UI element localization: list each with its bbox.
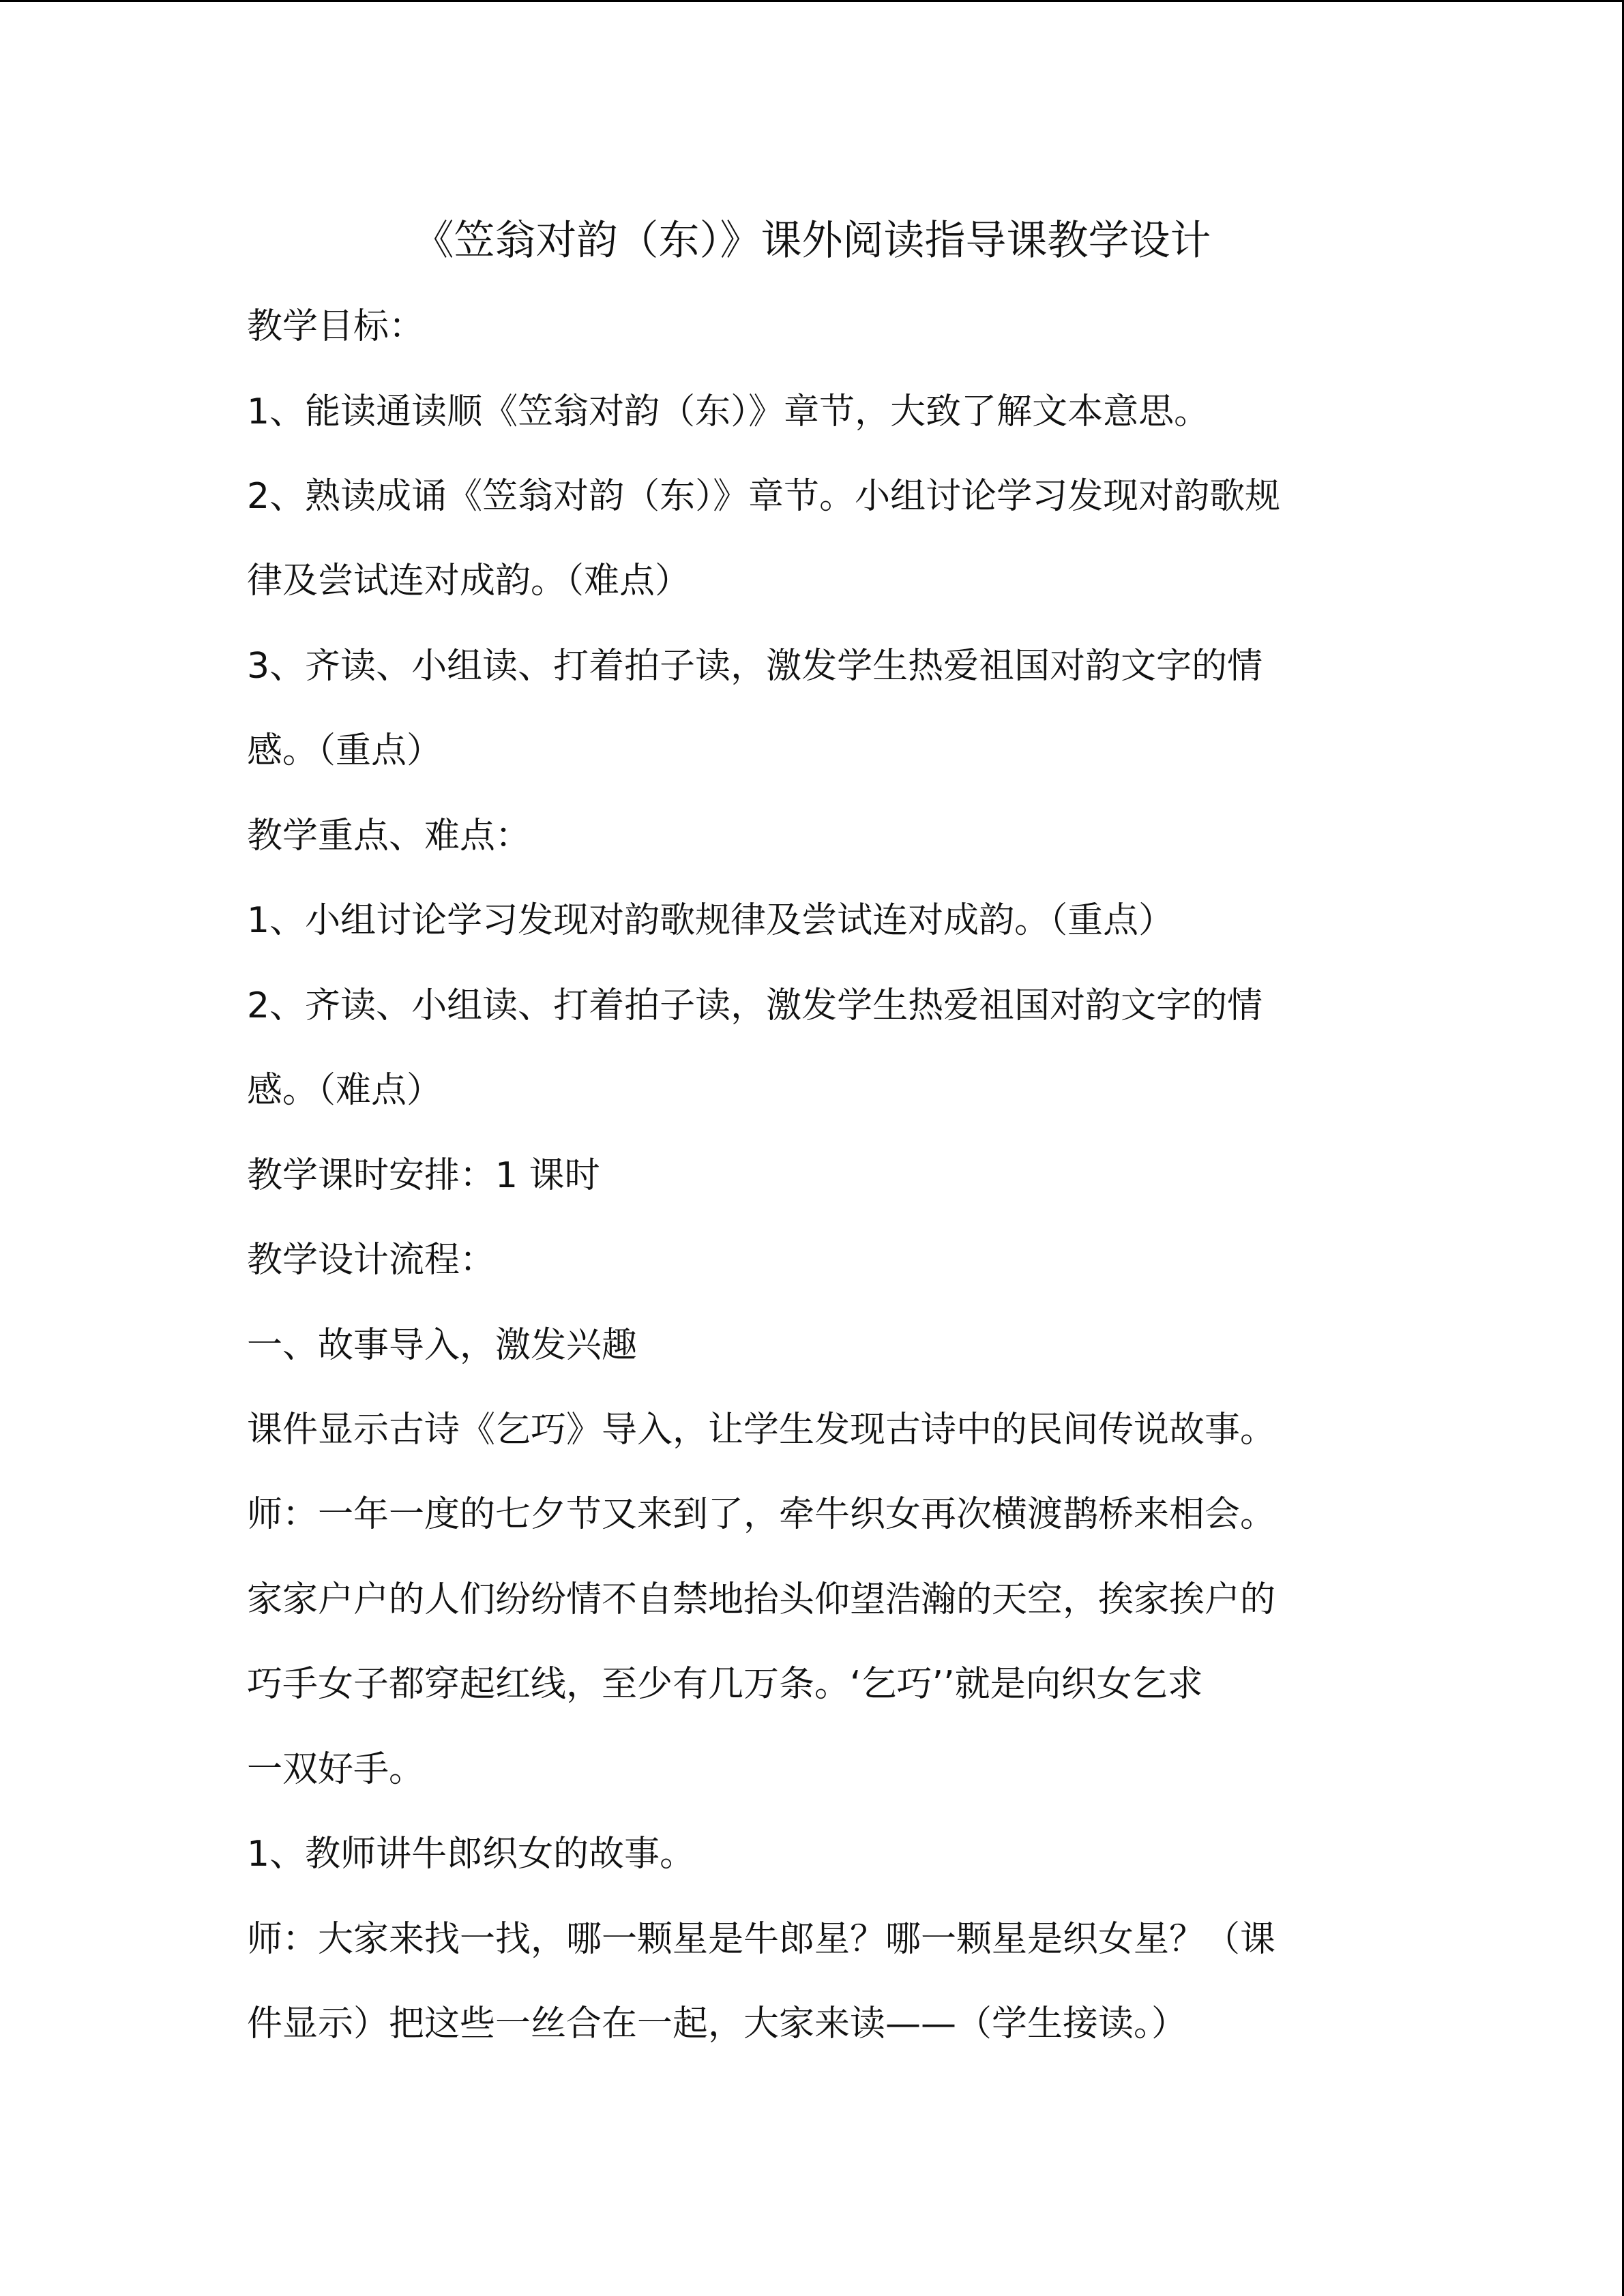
section-heading: 一、故事导入，激发兴趣 (247, 1325, 638, 1366)
document-title: 《笠翁对韵（东）》课外阅读指导课教学设计 (413, 217, 1211, 265)
paragraph-line: 家家户户的人们纷纷情不自禁地抬头仰望浩瀚的天空，挨家挨户的 (247, 1579, 1276, 1620)
heading-key-points: 教学重点、难点： (247, 816, 531, 856)
heading-design-process: 教学设计流程： (247, 1240, 496, 1281)
paragraph-line: 律及尝试连对成韵。（难点） (247, 561, 691, 601)
paragraph-line: 感。（重点） (247, 730, 443, 771)
paragraph-line: 巧手女子都穿起红线，至少有几万条。‘乞巧’’就是向织女乞求 (247, 1664, 1203, 1705)
paragraph-line: 1、小组讨论学习发现对韵歌规律及尝试连对成韵。（重点） (247, 900, 1175, 941)
paragraph-line: 师：一年一度的七夕节又来到了，牵牛织女再次横渡鹊桥来相会。 (247, 1494, 1276, 1535)
paragraph-line: 3、齐读、小组读、打着拍子读，激发学生热爱祖国对韵文字的情 (247, 646, 1263, 687)
paragraph-line: 一双好手。 (247, 1749, 425, 1790)
heading-teaching-objectives: 教学目标： (247, 306, 425, 347)
paragraph-line: 感。（难点） (247, 1070, 443, 1111)
paragraph-line: 1、教师讲牛郎织女的故事。 (247, 1834, 696, 1875)
paragraph-line: 1、能读通读顺《笠翁对韵（东）》章节，大致了解文本意思。 (247, 391, 1210, 432)
paragraph-line: 课件显示古诗《乞巧》导入，让学生发现古诗中的民间传说故事。 (247, 1410, 1276, 1450)
paragraph-line: 师：大家来找一找，哪一颗星是牛郎星？哪一颗星是织女星？（课 (247, 1919, 1276, 1960)
paragraph-line: 件显示）把这些一丝合在一起，大家来读——（学生接读。） (247, 2003, 1187, 2044)
paragraph-line: 2、熟读成诵《笠翁对韵（东）》章节。小组讨论学习发现对韵歌规 (247, 476, 1281, 517)
heading-schedule: 教学课时安排：1 课时 (247, 1155, 600, 1196)
paragraph-line: 2、齐读、小组读、打着拍子读，激发学生热爱祖国对韵文字的情 (247, 985, 1263, 1026)
